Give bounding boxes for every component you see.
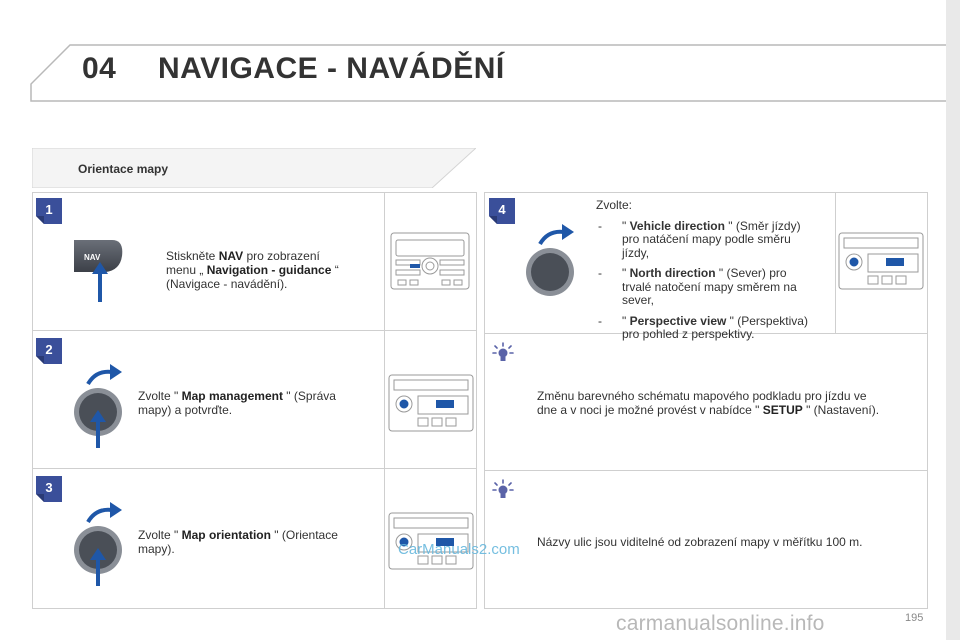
- divider-left-v: [384, 192, 385, 609]
- option-item: - " Vehicle direction " (Směr jízdy) pro natáčení mapy podle směru jízdy,: [598, 218, 801, 260]
- footer-watermark: carmanualsonline.info: [616, 612, 825, 635]
- nav-button-illustration: [72, 236, 128, 306]
- divider-right-v: [835, 192, 836, 333]
- rotary-dial-illustration: [522, 224, 582, 310]
- step-badge-2: 2: [36, 338, 62, 364]
- divider-right-2: [484, 470, 928, 471]
- option-dash: -: [598, 266, 602, 280]
- step-4-options: [596, 199, 832, 342]
- chapter-number: 04: [82, 52, 117, 85]
- divider-left-1: [32, 330, 477, 331]
- rotary-dial-illustration: [70, 502, 130, 588]
- tip-lightbulb-icon: [490, 477, 516, 503]
- tip-2-text: Názvy ulic jsou viditelné od zobrazení mapy v měřítku 100 m.: [537, 535, 863, 549]
- step-badge-1: 1: [36, 198, 62, 224]
- step-2-text: Zvolte " Map management " (Správa mapy) a potvrďte.: [138, 389, 336, 417]
- nav-button-label: NAV: [84, 253, 101, 262]
- page-edge-bar: [946, 0, 960, 640]
- step-1-text: Stiskněte NAV pro zobrazení menu „ Navigation - guidance “ (Navigace - navádění).: [166, 249, 339, 291]
- section-title: Orientace mapy: [78, 162, 169, 176]
- tip-1-text: Změnu barevného schématu mapového podkladu pro jízdu ve dne a v noci je možné provést v nabídce " SETUP " (Nastavení).: [537, 389, 880, 417]
- radio-unit-illustration: [388, 374, 474, 437]
- divider-left-2: [32, 468, 477, 469]
- step-badge-3: 3: [36, 476, 62, 502]
- section-tab: [32, 148, 476, 188]
- option-item: - " North direction " (Sever) pro trvalé natočení mapy směrem na sever,: [598, 266, 797, 307]
- step-4-intro: Zvolte:: [596, 198, 633, 212]
- radio-unit-illustration: [390, 232, 470, 295]
- chapter-header: [30, 44, 958, 102]
- page-number: 195: [905, 612, 924, 624]
- rotary-dial-illustration: [70, 364, 130, 450]
- chapter-title: NAVIGACE - NAVÁDĚNÍ: [158, 52, 505, 85]
- radio-unit-illustration: [838, 232, 924, 295]
- option-dash: -: [598, 218, 602, 233]
- tip-lightbulb-icon: [490, 340, 516, 366]
- step-3-text: Zvolte " Map orientation " (Orientace mapy).: [138, 528, 338, 556]
- option-dash: -: [598, 313, 602, 328]
- step-badge-4: 4: [489, 198, 515, 224]
- option-item: - " Perspective view " (Perspektiva) pro pohled z perspektivy.: [598, 313, 808, 341]
- watermark: CarManuals2.com: [398, 541, 520, 558]
